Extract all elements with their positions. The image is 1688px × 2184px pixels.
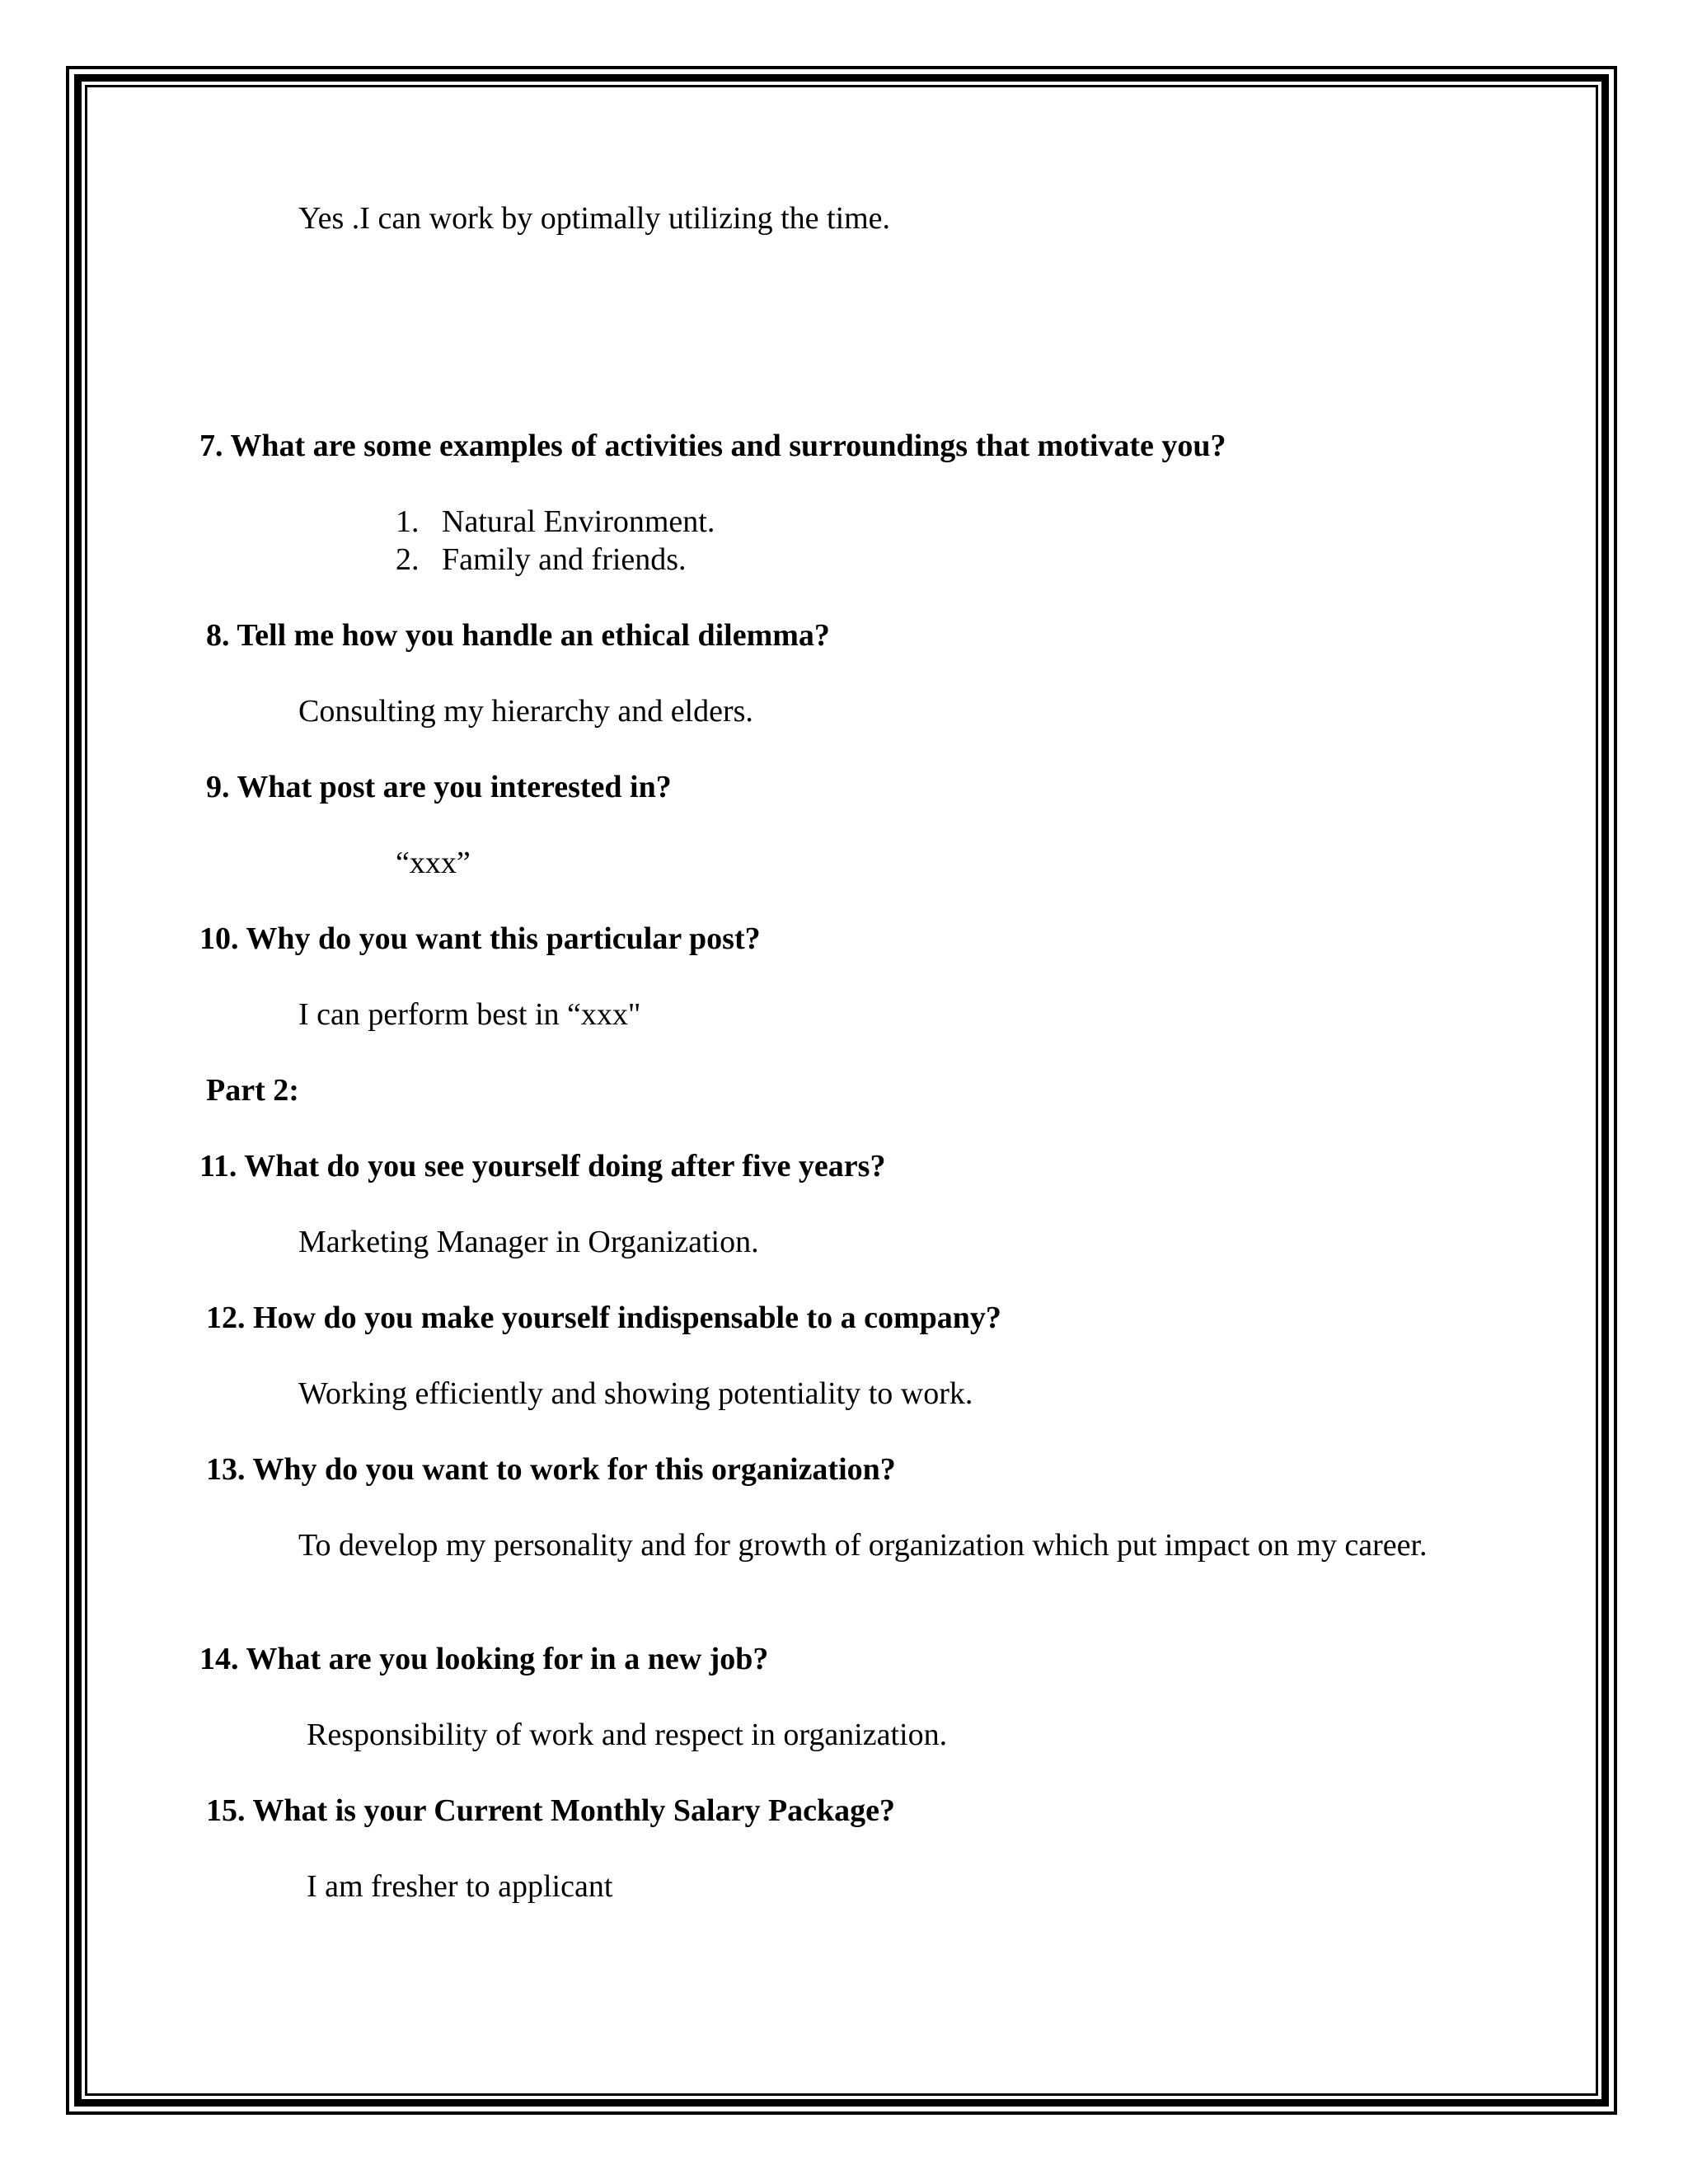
- list-item-number: 2.: [396, 542, 420, 577]
- list-item-text: Family and friends.: [442, 542, 687, 577]
- question-9: 9. What post are you interested in?: [206, 770, 672, 804]
- list-item: [396, 503, 715, 541]
- question-10: 10. Why do you want this particular post?: [199, 921, 761, 956]
- answer-8: Consulting my hierarchy and elders.: [298, 694, 753, 729]
- list-item-text: Natural Environment.: [442, 504, 715, 539]
- question-14: 14. What are you looking for in a new job?: [199, 1642, 769, 1676]
- question-13: 13. Why do you want to work for this organization?: [206, 1452, 896, 1487]
- answer-11: Marketing Manager in Organization.: [298, 1225, 759, 1259]
- answer-14: Responsibility of work and respect in organization.: [307, 1718, 948, 1752]
- list-item: [396, 541, 687, 579]
- answer-6: Yes .I can work by optimally utilizing the time.: [298, 201, 891, 236]
- section-heading-part-2: Part 2:: [206, 1073, 299, 1108]
- question-7: 7. What are some examples of activities and surroundings that motivate you?: [199, 429, 1226, 463]
- answer-13: To develop my personality and for growth of organization which put impact on my career.: [298, 1528, 1428, 1563]
- question-12: 12. How do you make yourself indispensable to a company?: [206, 1301, 1001, 1335]
- answer-9: “xxx”: [396, 846, 471, 880]
- question-8: 8. Tell me how you handle an ethical dilemma?: [206, 618, 830, 653]
- answer-10: I can perform best in “xxx": [298, 997, 641, 1032]
- question-11: 11. What do you see yourself doing after five years?: [199, 1149, 886, 1183]
- answer-12: Working efficiently and showing potentiality to work.: [298, 1376, 973, 1411]
- answer-15: I am fresher to applicant: [307, 1869, 613, 1904]
- list-item-number: 1.: [396, 504, 420, 539]
- question-15: 15. What is your Current Monthly Salary Package?: [206, 1793, 896, 1828]
